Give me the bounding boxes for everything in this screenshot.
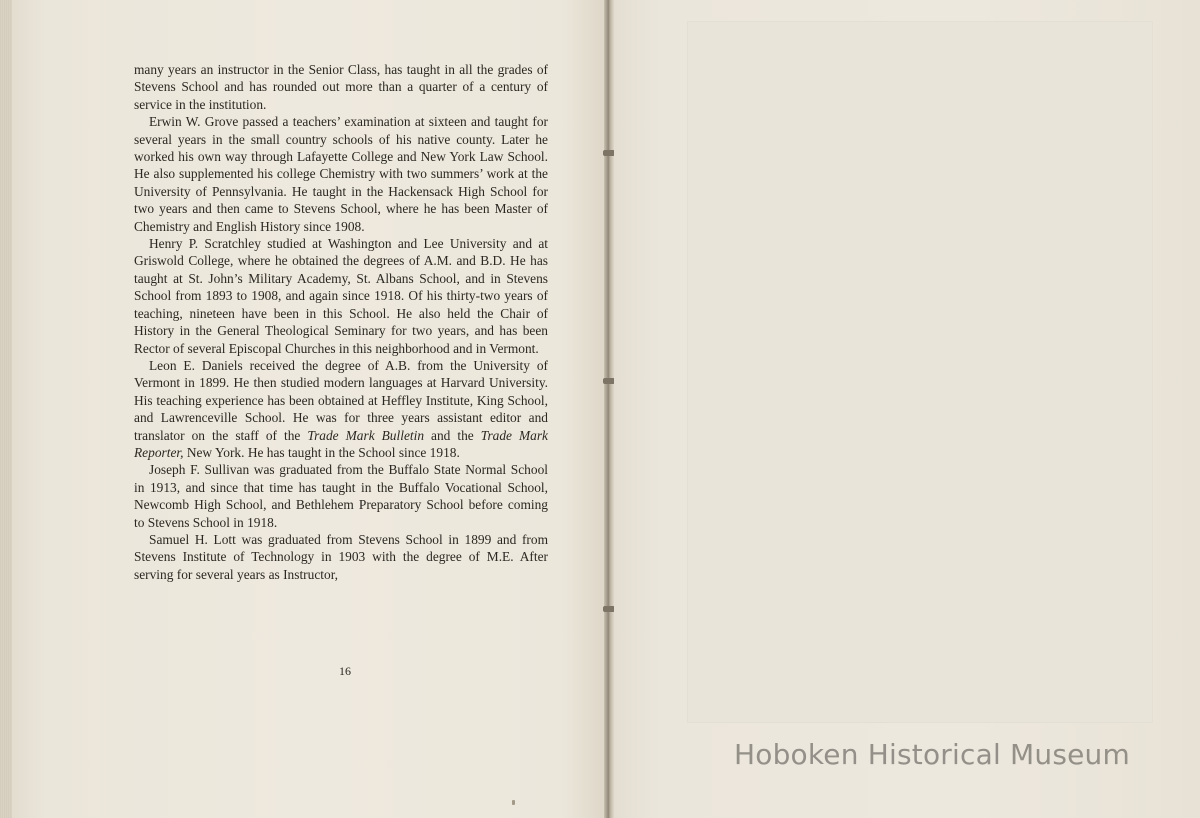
daniels-text-middle: and the <box>424 427 481 443</box>
museum-watermark: Hoboken Historical Museum <box>734 738 1130 771</box>
daniels-text-before: Leon E. Daniels received the degree of A.B. from the University of Vermont in 1899. He then studied modern languages at Harvard University. His teaching experience has been obtained at Heffley Institute, King School, and Lawrenceville School. He was for three years assistant editor and translator on the staff of the <box>134 357 548 443</box>
book-gutter <box>604 0 614 818</box>
page-edges <box>0 0 12 818</box>
publication-title-bulletin: Trade Mark Bulletin <box>307 427 425 443</box>
page-text <box>134 61 548 583</box>
paragraph-grove: Erwin W. Grove passed a teachers’ examination at sixteen and taught for several years in the small country schools of his native county. Later he worked his own way through Lafayette College and New York Law School. He also supplemented his college Chemistry with two summers’ work at the University of Pennsylvania. He taught in the Hackensack High School for two years and then came to Stevens School, where he has been Master of Chemistry and English History since 1908. <box>134 114 548 234</box>
paragraph-sullivan: Joseph F. Sullivan was graduated from the Buffalo State Normal School in 1913, and since that time has taught in the Buffalo Vocational School, Newcomb High School, and Bethlehem Preparatory School before coming to Stevens School in 1918. <box>134 462 548 530</box>
daniels-text-after: New York. He has taught in the School since 1918. <box>183 444 460 460</box>
tissue-interleaf <box>688 22 1152 722</box>
paragraph-daniels <box>134 357 548 461</box>
page-number: 16 <box>339 664 351 678</box>
right-page-blank <box>614 0 1200 818</box>
publication-title-reporter: Trade Mark Reporter, <box>134 427 548 460</box>
left-page <box>10 0 610 818</box>
paragraph-scratchley: Henry P. Scratchley studied at Washington and Lee University and at Griswold College, where he obtained the degrees of A.M. and B.D. He has taught at St. John’s Military Academy, St. Albans School, and in Stevens School from 1893 to 1908, and again since 1918. Of his thirty-two years of teaching, nineteen have been in this School. He also held the Chair of History in the General Theological Seminary for two years, and has been Rector of several Episcopal Churches in this neighborhood and in Vermont. <box>134 236 548 356</box>
paragraph-lott: Samuel H. Lott was graduated from Stevens School in 1899 and from Stevens Institute of Technology in 1903 with the degree of M.E. After serving for several years as Instructor, <box>134 531 548 582</box>
paper-blemish <box>512 800 515 805</box>
paragraph-continued: many years an instructor in the Senior Class, has taught in all the grades of Stevens School and has rounded out more than a quarter of a century of service in the institution. <box>134 62 548 112</box>
